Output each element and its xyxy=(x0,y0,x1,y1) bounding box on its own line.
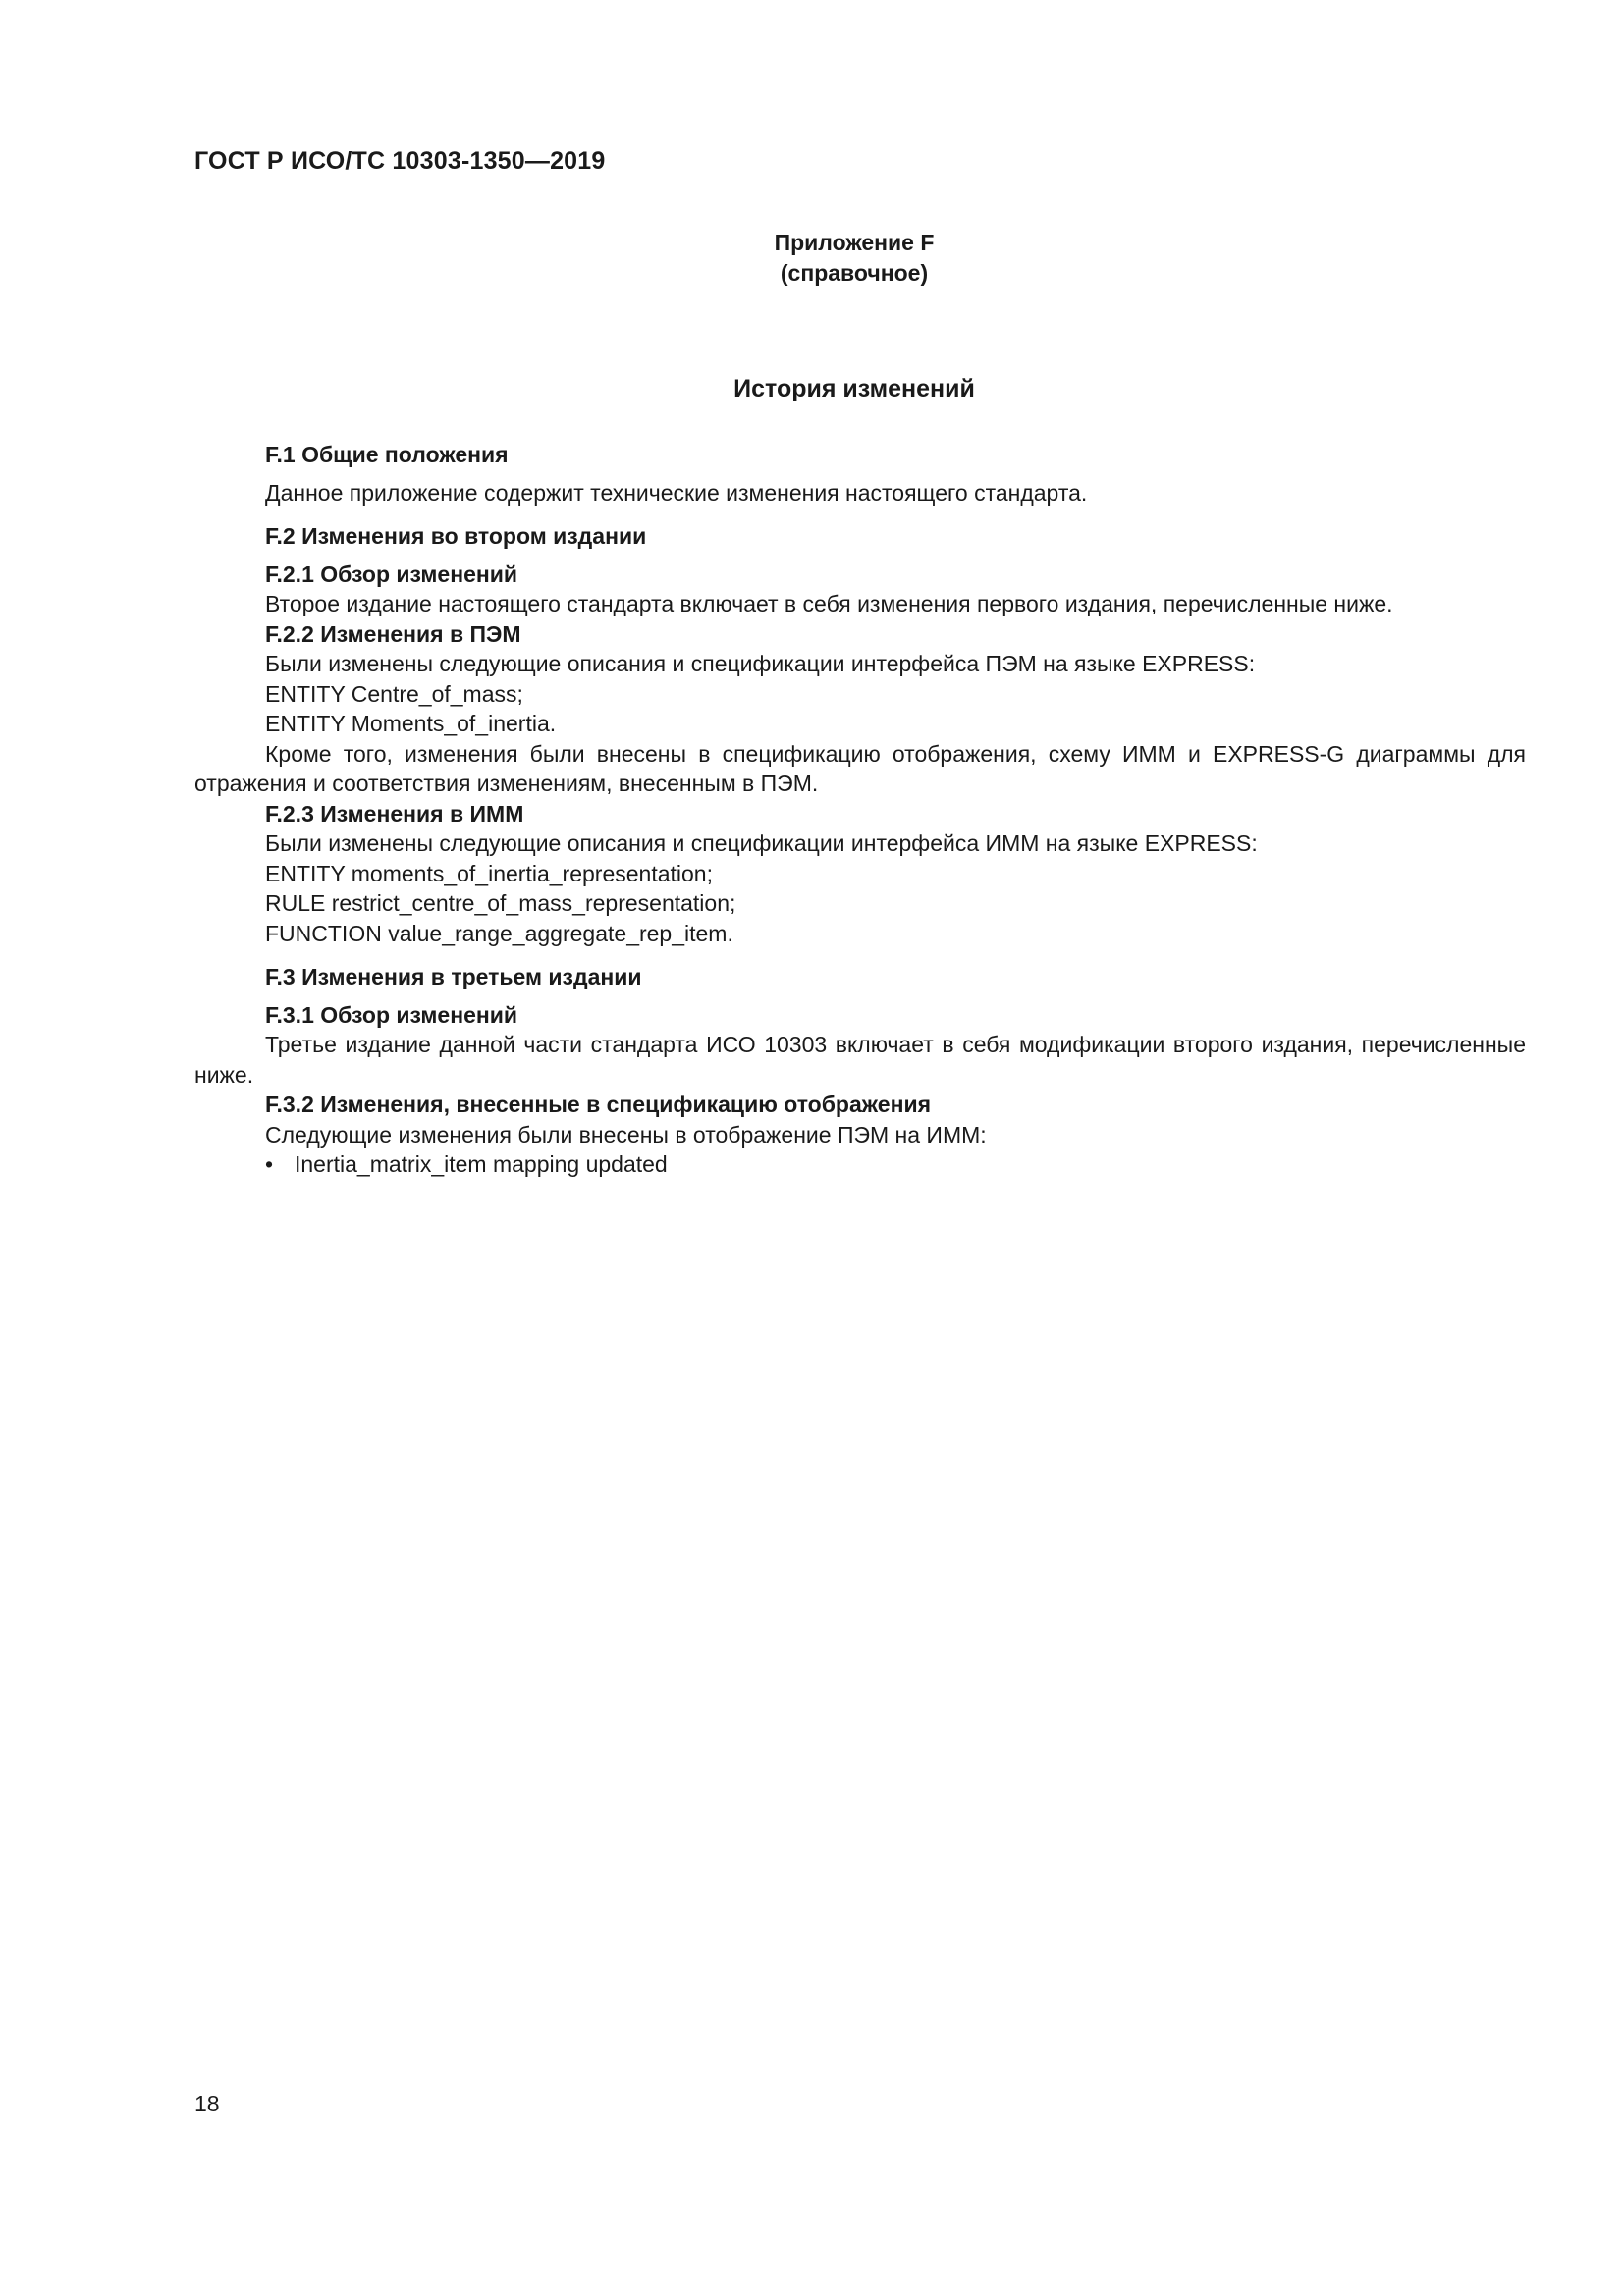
section-heading-f32: F.3.2 Изменения, внесенные в спецификацию отображения xyxy=(265,1092,932,1117)
standard-number-header: ГОСТ Р ИСО/ТС 10303-1350—2019 xyxy=(194,147,606,175)
section-heading-f21: F.2.1 Обзор изменений xyxy=(265,561,518,587)
annex-label-block xyxy=(0,228,1624,289)
section-heading-f31: F.3.1 Обзор изменений xyxy=(265,1001,518,1028)
list-item xyxy=(194,1149,1526,1180)
bullet-icon: • xyxy=(265,1151,274,1177)
annex-type: (справочное) xyxy=(780,260,929,286)
section-note-f22: Кроме того, изменения были внесены в спецификацию отображения, схему ИММ и EXPRESS-G диаграммы для отражения и соответствия изменениям, внесенным в ПЭМ. xyxy=(194,740,1526,796)
section-text-f31: Третье издание данной части стандарта ИСО 10303 включает в себя модификации второго издания, перечисленные ниже. xyxy=(194,1032,1526,1088)
express-item: FUNCTION value_range_aggregate_rep_item. xyxy=(265,920,733,946)
express-item: ENTITY moments_of_inertia_representation; xyxy=(265,860,713,886)
section-heading-f23: F.2.3 Изменения в ИММ xyxy=(265,800,524,827)
page-number: 18 xyxy=(194,2091,220,2116)
section-heading-f2: F.2 Изменения во втором издании xyxy=(265,523,647,549)
document-body xyxy=(194,440,1526,1180)
section-intro-f32: Следующие изменения были внесены в отображение ПЭМ на ИММ: xyxy=(265,1121,987,1148)
section-intro-f23: Были изменены следующие описания и спецификации интерфейса ИММ на языке EXPRESS: xyxy=(265,830,1258,856)
section-text-f1: Данное приложение содержит технические изменения настоящего стандарта. xyxy=(265,479,1088,506)
section-text-f21: Второе издание настоящего стандарта включает в себя изменения первого издания, перечисленные ниже. xyxy=(265,591,1393,616)
list-item-text: Inertia_matrix_item mapping updated xyxy=(295,1151,668,1177)
express-item: ENTITY Moments_of_inertia. xyxy=(265,711,557,736)
express-item: RULE restrict_centre_of_mass_representation; xyxy=(265,890,736,916)
section-heading-f3: F.3 Изменения в третьем издании xyxy=(265,964,642,989)
annex-title: История изменений xyxy=(733,375,975,402)
express-item: ENTITY Centre_of_mass; xyxy=(265,680,523,707)
section-intro-f22: Были изменены следующие описания и спецификации интерфейса ПЭМ на языке EXPRESS: xyxy=(265,651,1256,676)
section-heading-f1: F.1 Общие положения xyxy=(265,442,509,467)
section-heading-f22: F.2.2 Изменения в ПЭМ xyxy=(265,620,521,647)
annex-label: Приложение F xyxy=(774,230,935,255)
